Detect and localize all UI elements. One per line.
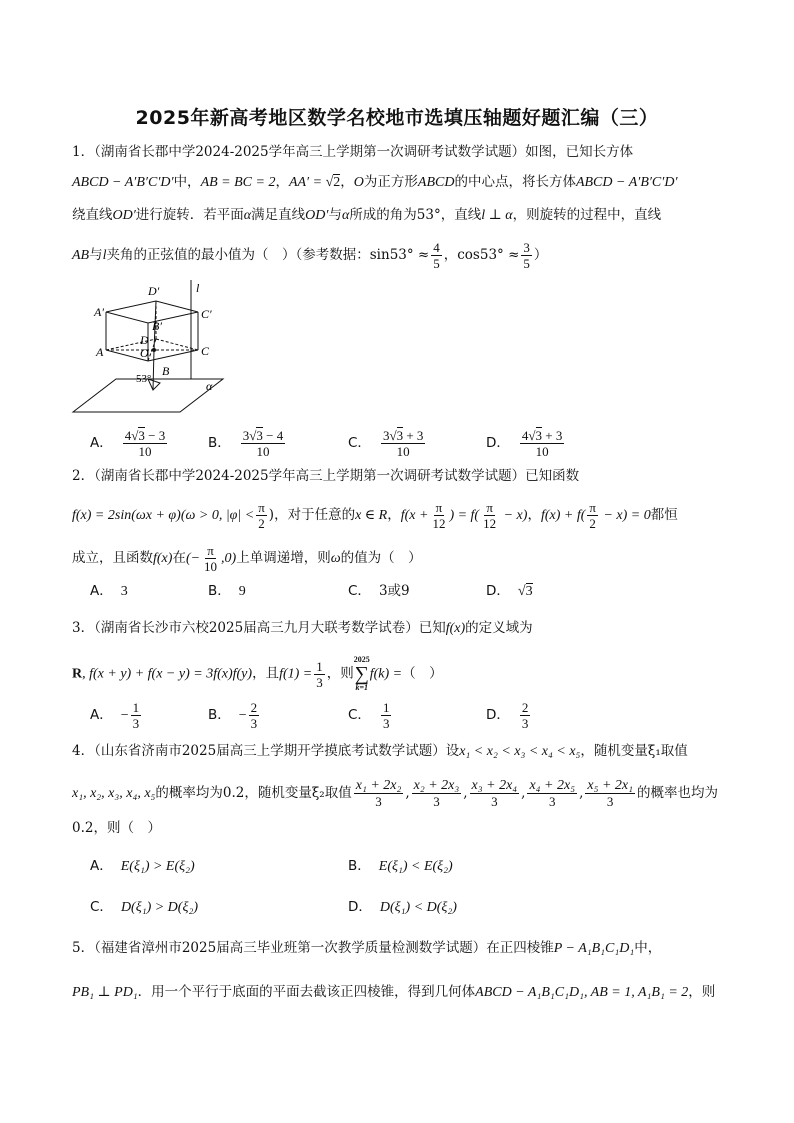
q3-source: 3．（湖南省长沙市六校2025届高三九月大联考数学试卷）已知f(x)的定义域为 xyxy=(72,620,533,636)
label-Ap: A′ xyxy=(94,305,104,319)
q5-line2: PB₁ ⊥ PD₁．用一个平行于底面的平面去截该正四棱锥，得到几何体ABCD − A₁B₁C₁D₁, AB = 1, A₁B₁ = 2，则 xyxy=(72,984,716,1000)
q2-option-d[interactable]: D． √3 xyxy=(486,583,533,599)
label-alpha: α xyxy=(206,379,213,393)
q4-line3: 0.2，则（ ） xyxy=(72,820,161,836)
q1-option-a[interactable]: A． $\frac{4√3 - 3}{10}$ xyxy=(90,428,166,459)
label-C: C xyxy=(201,344,210,358)
q3-option-d[interactable]: D． $\frac{2}{3}$ xyxy=(486,700,529,731)
label-D: D xyxy=(140,333,149,347)
q1-option-b[interactable]: B． $\frac{3√3 - 4}{10}$ xyxy=(208,428,284,459)
q1-line4: AB与l夹角的正弦值的最小值为（ ）（参考数据：sin53° ≈ $\frac{4}{5}$ ，cos53° ≈ $\frac{3}{5}$ ） xyxy=(72,240,548,271)
q5-source: 5．（福建省漳州市2025届高三毕业班第一次教学质量检测数学试题）在正四棱锥P − A₁B₁C₁D₁中， xyxy=(72,940,662,956)
q2-line2: f(x) = 2sin(ωx + φ)(ω > 0, |φ| < $\frac{\pi}{2}$ )，对于任意的x ∈ R，f(x + $\frac{\pi}{12}$ ) = f( $\frac{\pi}{12}$ − x)，f(x) + f( $\frac{\pi}{2}$ − x) = 0都恒 xyxy=(72,500,678,531)
q4-option-b[interactable]: B． E(ξ₁) < E(ξ₂) xyxy=(348,858,453,874)
q4-option-a[interactable]: A． E(ξ₁) > E(ξ₂) xyxy=(90,858,195,874)
q4-source: 4．（山东省济南市2025届高三上学期开学摸底考试数学试题）设x₁ < x₂ < x₃ < x₄ < x₅，随机变量ξ₁取值 xyxy=(72,743,688,759)
q2-option-b[interactable]: B． 9 xyxy=(208,583,246,599)
q2-source: 2．（湖南省长郡中学2024-2025学年高三上学期第一次调研考试数学试题）已知函数 xyxy=(72,468,580,484)
q4-line2: x₁, x₂, x₃, x₄, x₅的概率均为0.2，随机变量ξ₂取值 $\frac{\text{x₁ + 2x₂}}{3}$ , $\frac{\text{x₂ + 2x₃}}{3}$ , $\frac{\text{x₃ + 2x₄}}{3}$ , $\frac{\text{x₄ + 2x₅}}{3}$ , $\frac{\text{x₅ + 2x₁}}{3}$ 的概率也均为 xyxy=(72,778,718,809)
label-Dp: D′ xyxy=(148,284,160,298)
label-Cp: C′ xyxy=(201,307,212,321)
q1-figure xyxy=(70,278,230,423)
q1-source: 1．（湖南省长郡中学2024-2025学年高三上学期第一次调研考试数学试题）如图，已知长方体 xyxy=(72,144,634,160)
q3-line2: R, f(x + y) + f(x − y) = 3f(x)f(y)，且f(1) = $\frac{1}{3}$ ，则 2025 ∑ k=1 f(k) =（ ） xyxy=(72,655,443,692)
q3-option-c[interactable]: C． $\frac{1}{3}$ xyxy=(348,700,390,731)
q1-line3: 绕直线OD′进行旋转．若平面α满足直线OD′与α所成的角为53°，直线l ⊥ α，则旋转的过程中，直线 xyxy=(72,207,662,223)
q3-option-a[interactable]: A． − $\frac{1}{3}$ xyxy=(90,700,140,731)
q2-option-c[interactable]: C． 3或9 xyxy=(348,583,410,599)
label-B: B xyxy=(162,364,170,378)
label-O: O xyxy=(140,346,149,360)
page-title: 2025年新高考地区数学名校地市选填压轴题好题汇编（三） xyxy=(135,107,659,129)
label-A: A xyxy=(96,345,104,359)
label-angle: 53° xyxy=(136,373,152,385)
q4-option-d[interactable]: D． D(ξ₁) < D(ξ₂) xyxy=(348,899,457,915)
q3-option-b[interactable]: B． − $\frac{2}{3}$ xyxy=(208,700,258,731)
q1-option-c[interactable]: C． $\frac{3√3 + 3}{10}$ xyxy=(348,428,424,459)
q1-option-d[interactable]: D． $\frac{4√3 + 3}{10}$ xyxy=(486,428,563,459)
q2-option-a[interactable]: A． 3 xyxy=(90,583,128,599)
q2-line3: 成立，且函数f(x)在(− $\frac{\pi}{10}$ ,0)上单调递增，则ω的值为（ ） xyxy=(72,543,422,574)
label-l: l xyxy=(196,281,200,295)
q4-option-c[interactable]: C． D(ξ₁) > D(ξ₂) xyxy=(90,899,198,915)
q1-line2: ABCD − A′B′C′D′中，AB = BC = 2，AA′ = √2，O为正方形ABCD的中心点，将长方体ABCD − A′B′C′D′ xyxy=(72,174,678,190)
label-Bp: B′ xyxy=(152,319,162,333)
